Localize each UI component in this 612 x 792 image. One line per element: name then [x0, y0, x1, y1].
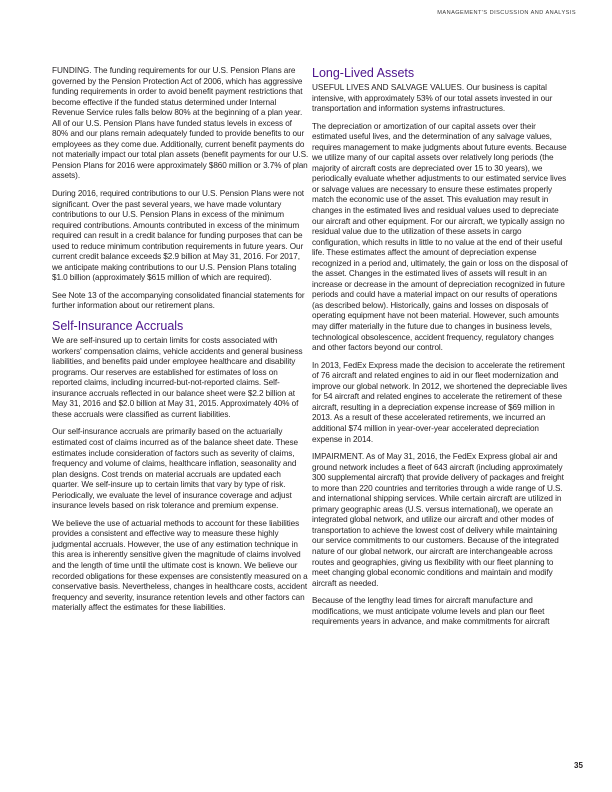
right-column: [312, 66, 569, 635]
impairment-paragraph: [312, 452, 569, 589]
left-column: [52, 66, 309, 621]
self-insurance-heading: Self-Insurance Accruals: [52, 319, 184, 334]
depreciation-paragraph: The depreciation or amortization of our capital assets over their estimated useful lives, and the determination of any salvage values, requires management to make judgments about future events. Because we utilize many of our capital assets over relatively long periods (the majority of aircraft costs are depreciated over 15 to 30 years), we periodically evaluate whether adjustments to our estimated service lives or salvage values are necessary to ensure these estimates properly match the economic use of the asset. This evaluation may result in changes in the estimated lives and residual values used to depreciate our aircraft and other equipment. For our aircraft, we typically assign no residual value due to the utilization of these assets in cargo configuration, which results in little to no value at the end of their useful life. These estimates affect the amount of depreciation expense recognized in a period and, ultimately, the gain or loss on the disposal of the asset. Changes in the estimated lives of assets will result in an increase or decrease in the amount of depreciation recognized in future periods and could have a material impact on our results of operations (as described below). Historically, gains and losses on disposals of operating equipment have not been material. However, such amounts may differ materially in the future due to changes in business levels, technological obsolescence, accident frequency, regulatory changes and other factors beyond our control.: [312, 121, 568, 353]
impairment-text: As of May 31, 2016, the FedEx Express global air and ground network includes a fleet of 643 aircraft (including approximately 300 supplemental aircraft) that provide delivery of packages and freight to more than 220 countries and territories through a wide range of U.S. and international shipping services. While certain aircraft are utilized in primary geographic areas (U.S. versus international), we operate an integrated global network, and utilize our aircraft and other modes of transportation to achieve the lowest cost of delivery while maintaining our service commitments to our customers. Because of the integrated nature of our global network, our aircraft are interchangeable across routes and geographies, giving us flexibility with our fleet planning to meet changing global economic conditions and maintain and modify aircraft as needed.: [312, 452, 564, 588]
contributions-paragraph: During 2016, required contributions to our U.S. Pension Plans were not significant. Over the past several years, we have made voluntary contributions to our U.S. Pension Plans in excess of the minimum required contributions. Amounts contributed in excess of the minimum required can result in a credit balance for funding purposes that can be used to reduce minimum contribution requirements in future years. Our current credit balance exceeds $2.9 billion at May 31, 2016. For 2017, we anticipate making contributions to our U.S. Pension Plans totaling $1.0 billion (approximately $615 million of which are required).: [52, 189, 304, 283]
funding-paragraph: [52, 66, 309, 182]
retirement-2013-paragraph: In 2013, FedEx Express made the decision to accelerate the retirement of 76 aircraft and related engines to aid in our fleet modernization and improve our global network. In 2012, we shortened the depreciable lives for 54 aircraft and related engines to accelerate the retirement of these aircraft, resulting in a depreciation expense increase of $69 million in 2013. As a result of these accelerated retirements, we incurred an additional $74 million in year-over-year accelerated depreciation expense in 2014.: [312, 360, 568, 444]
funding-lead: FUNDING.: [52, 66, 92, 75]
self-insurance-paragraph-3: We believe the use of actuarial methods to account for these liabilities provides a consistent and effective way to measure these highly judgmental accruals. However, the use of any estimation technique in this area is inherently sensitive given the magnitude of claims involved and the length of time until the ultimate cost is known. We believe our recorded obligations for these expenses are consistently measured on a conservative basis. Nevertheless, changes in healthcare costs, accident frequency and severity, insurance retention levels and other factors can materially affect the estimates for these liabilities.: [52, 518, 308, 613]
funding-text: The funding requirements for our U.S. Pension Plans are governed by the Pension Protection Act of 2006, which has aggressive funding requirements in order to avoid benefit payment restrictions that become effective if the funded status determined under Internal Revenue Service rules falls below 80% at the beginning of a plan year. All of our U.S. Pension Plans have funded status levels in excess of 80% and our plans remain adequately funded to provide benefits to our employees as they come due. Additionally, current benefit payments do not materially impact our total plan assets (benefit payments for our U.S. Pension Plans for 2016 were approximately $860 million or 3.7% of plan assets).: [52, 66, 309, 181]
page-number: 35: [574, 761, 583, 770]
see-note-paragraph: See Note 13 of the accompanying consolidated financial statements for further information about our retirement plans.: [52, 290, 305, 311]
self-insurance-paragraph-1: We are self-insured up to certain limits for costs associated with workers' compensation claims, vehicle accidents and general business liabilities, and benefits paid under employee healthcare and disability programs. Our reserves are established for estimates of loss on reported claims, including incurred-but-not-reported claims. Self-insurance accruals reflected in our balance sheet were $2.2 billion at May 31, 2016 and $2.0 billion at May 31, 2015. Approximately 40% of these accruals were classified as current liabilities.: [52, 336, 303, 419]
useful-lives-text: Our business is capital intensive, with approximately 53% of our total assets invested in our transportation and information systems infrastructures.: [312, 83, 553, 114]
impairment-lead: IMPAIRMENT.: [312, 452, 365, 462]
lead-times-paragraph: Because of the lengthy lead times for aircraft manufacture and modifications, we must anticipate volume levels and plan our fleet requirements years in advance, and make commitments for aircraft: [312, 596, 550, 627]
running-head: MANAGEMENT'S DISCUSSION AND ANALYSIS: [437, 10, 576, 16]
self-insurance-paragraph-2: Our self-insurance accruals are primarily based on the actuarially estimated cost of claims incurred as of the balance sheet date. These estimates include consideration of factors such as severity of claims, frequency and volume of claims, healthcare inflation, seasonality and plan designs. Cost trends on material accruals are updated each quarter. We self-insure up to certain limits that vary by type of risk. Periodically, we evaluate the level of insurance coverage and adjust insurance levels based on risk tolerance and premium expense.: [52, 427, 299, 511]
long-lived-assets-heading: Long-Lived Assets: [312, 66, 415, 80]
useful-lives-lead: USEFUL LIVES AND SALVAGE VALUES.: [312, 83, 465, 92]
useful-lives-paragraph: [312, 83, 569, 115]
